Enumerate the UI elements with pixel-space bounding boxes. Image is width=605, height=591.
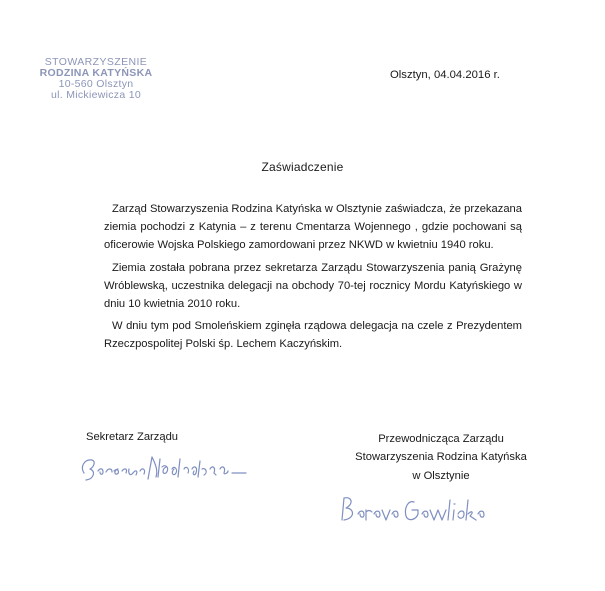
stamp-line-street: ul. Mickiewicza 10 [50, 89, 141, 101]
stamp-line-organization: STOWARZYSZENIE [44, 56, 148, 68]
organization-stamp [36, 57, 156, 101]
document-body [104, 200, 522, 358]
chairwoman-signature [338, 490, 498, 528]
document-title: Zaświadczenie [261, 160, 344, 174]
secretary-title: Sekretarz Zarządu [86, 431, 179, 443]
stamp-line-postal: 10-560 Olsztyn [58, 78, 134, 90]
secretary-signature [78, 447, 258, 487]
paragraph: Ziemia została pobrana przez sekretarza Zarządu Stowarzyszenia panią Grażynę Wróblewską, uczestnika delegacji na obchody 70-tej rocznicy Mordu Katyńskiego w dniu 10 kwietnia 2010 roku. [104, 261, 522, 311]
chairwoman-title-line: Stowarzyszenia Rodzina Katyńska [355, 451, 527, 464]
paragraph: W dniu tym pod Smoleńskiem zginęła rządowa delegacja na czele z Prezydentem Rzeczpospolitej Polski śp. Lechem Kaczyńskim. [104, 320, 522, 351]
chairwoman-title-line: Przewodnicząca Zarządu [378, 433, 504, 445]
chairwoman-title-line: w Olsztynie [412, 469, 470, 482]
paragraph: Zarząd Stowarzyszenia Rodzina Katyńska w Olsztynie zaświadcza, że przekazana ziemia pochodzi z Katynia – z terenu Cmentarza Wojennego , gdzie pochowani są oficerowie Wojska Polskiego zamordowani przez NKWD w kwietniu 1940 roku. [104, 203, 522, 252]
chairwoman-title-block [336, 430, 546, 485]
date-line: Olsztyn, 04.04.2016 r. [390, 69, 500, 81]
stamp-line-name: RODZINA KATYŃSKA [39, 67, 153, 79]
